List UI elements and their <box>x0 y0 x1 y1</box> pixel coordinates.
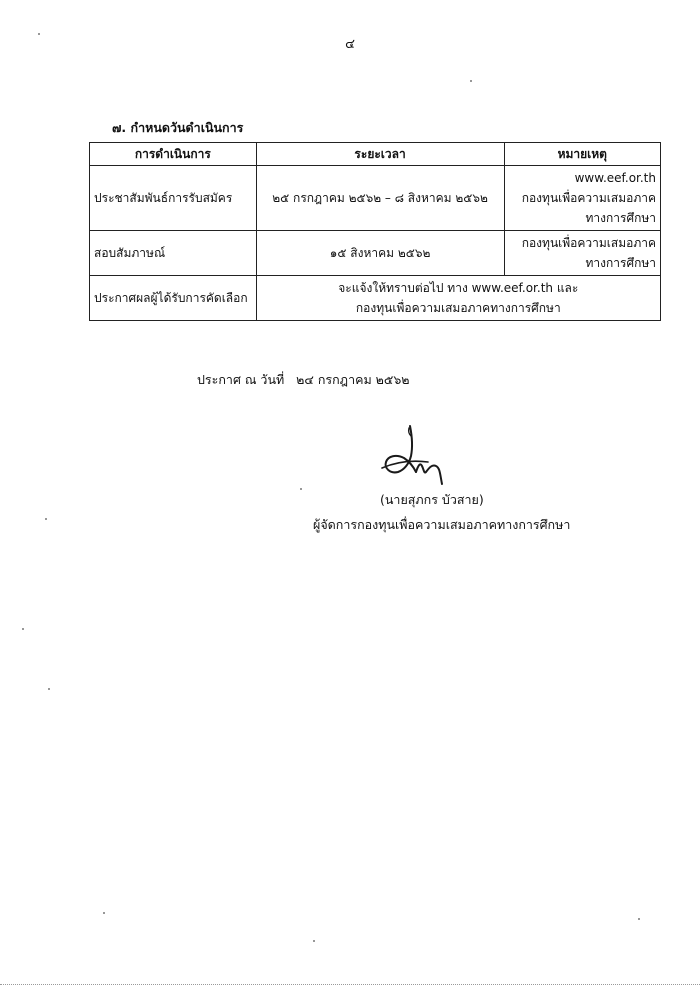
remark-line: ทางการศึกษา <box>585 256 656 270</box>
scan-speck <box>22 628 24 630</box>
scan-edge-line <box>0 984 700 985</box>
remark-line: กองทุนเพื่อความเสมอภาค <box>521 236 656 250</box>
row-activity: ประชาสัมพันธ์การรับสมัคร <box>90 166 257 231</box>
signer-name: (นายสุภกร บัวสาย) <box>380 492 484 507</box>
signature-image <box>376 422 466 492</box>
table-row <box>90 276 661 321</box>
row-remark <box>504 166 660 231</box>
scan-speck <box>38 33 40 35</box>
signer-title: ผู้จัดการกองทุนเพื่อความเสมอภาคทางการศึกษา <box>313 517 571 532</box>
announcement-label: ประกาศ ณ วันที่ <box>197 372 285 387</box>
remark-line: กองทุนเพื่อความเสมอภาค <box>521 191 656 205</box>
header-period: ระยะเวลา <box>256 143 504 166</box>
page-number: ๔ <box>345 37 355 52</box>
scan-speck <box>313 940 315 942</box>
row-activity: สอบสัมภาษณ์ <box>90 231 257 276</box>
scan-speck <box>103 912 105 914</box>
merged-note-line: กองทุนเพื่อความเสมอภาคทางการศึกษา <box>355 301 561 315</box>
schedule-table <box>89 142 661 321</box>
row-activity: ประกาศผลผู้ได้รับการคัดเลือก <box>90 276 257 321</box>
row-period: ๒๕ กรกฎาคม ๒๕๖๒ – ๘ สิงหาคม ๒๕๖๒ <box>256 166 504 231</box>
remark-line: ทางการศึกษา <box>585 211 656 225</box>
table-header-row <box>90 143 661 166</box>
announcement-date-line <box>197 370 410 390</box>
row-merged-note <box>256 276 660 321</box>
scan-speck <box>470 80 472 82</box>
scan-speck <box>638 918 640 920</box>
header-remark: หมายเหตุ <box>504 143 660 166</box>
scan-speck <box>45 518 47 520</box>
header-activity: การดำเนินการ <box>90 143 257 166</box>
merged-note-line: จะแจ้งให้ทราบต่อไป ทาง www.eef.or.th และ <box>338 281 579 295</box>
remark-line: www.eef.or.th <box>574 171 656 185</box>
row-remark <box>504 231 660 276</box>
table-row <box>90 231 661 276</box>
table-row <box>90 166 661 231</box>
scan-speck <box>48 688 50 690</box>
announcement-date: ๒๔ กรกฎาคม ๒๕๖๒ <box>296 372 410 387</box>
row-period: ๑๕ สิงหาคม ๒๕๖๒ <box>256 231 504 276</box>
section-heading: ๗. กำหนดวันดำเนินการ <box>112 120 244 135</box>
scan-speck <box>300 488 302 490</box>
